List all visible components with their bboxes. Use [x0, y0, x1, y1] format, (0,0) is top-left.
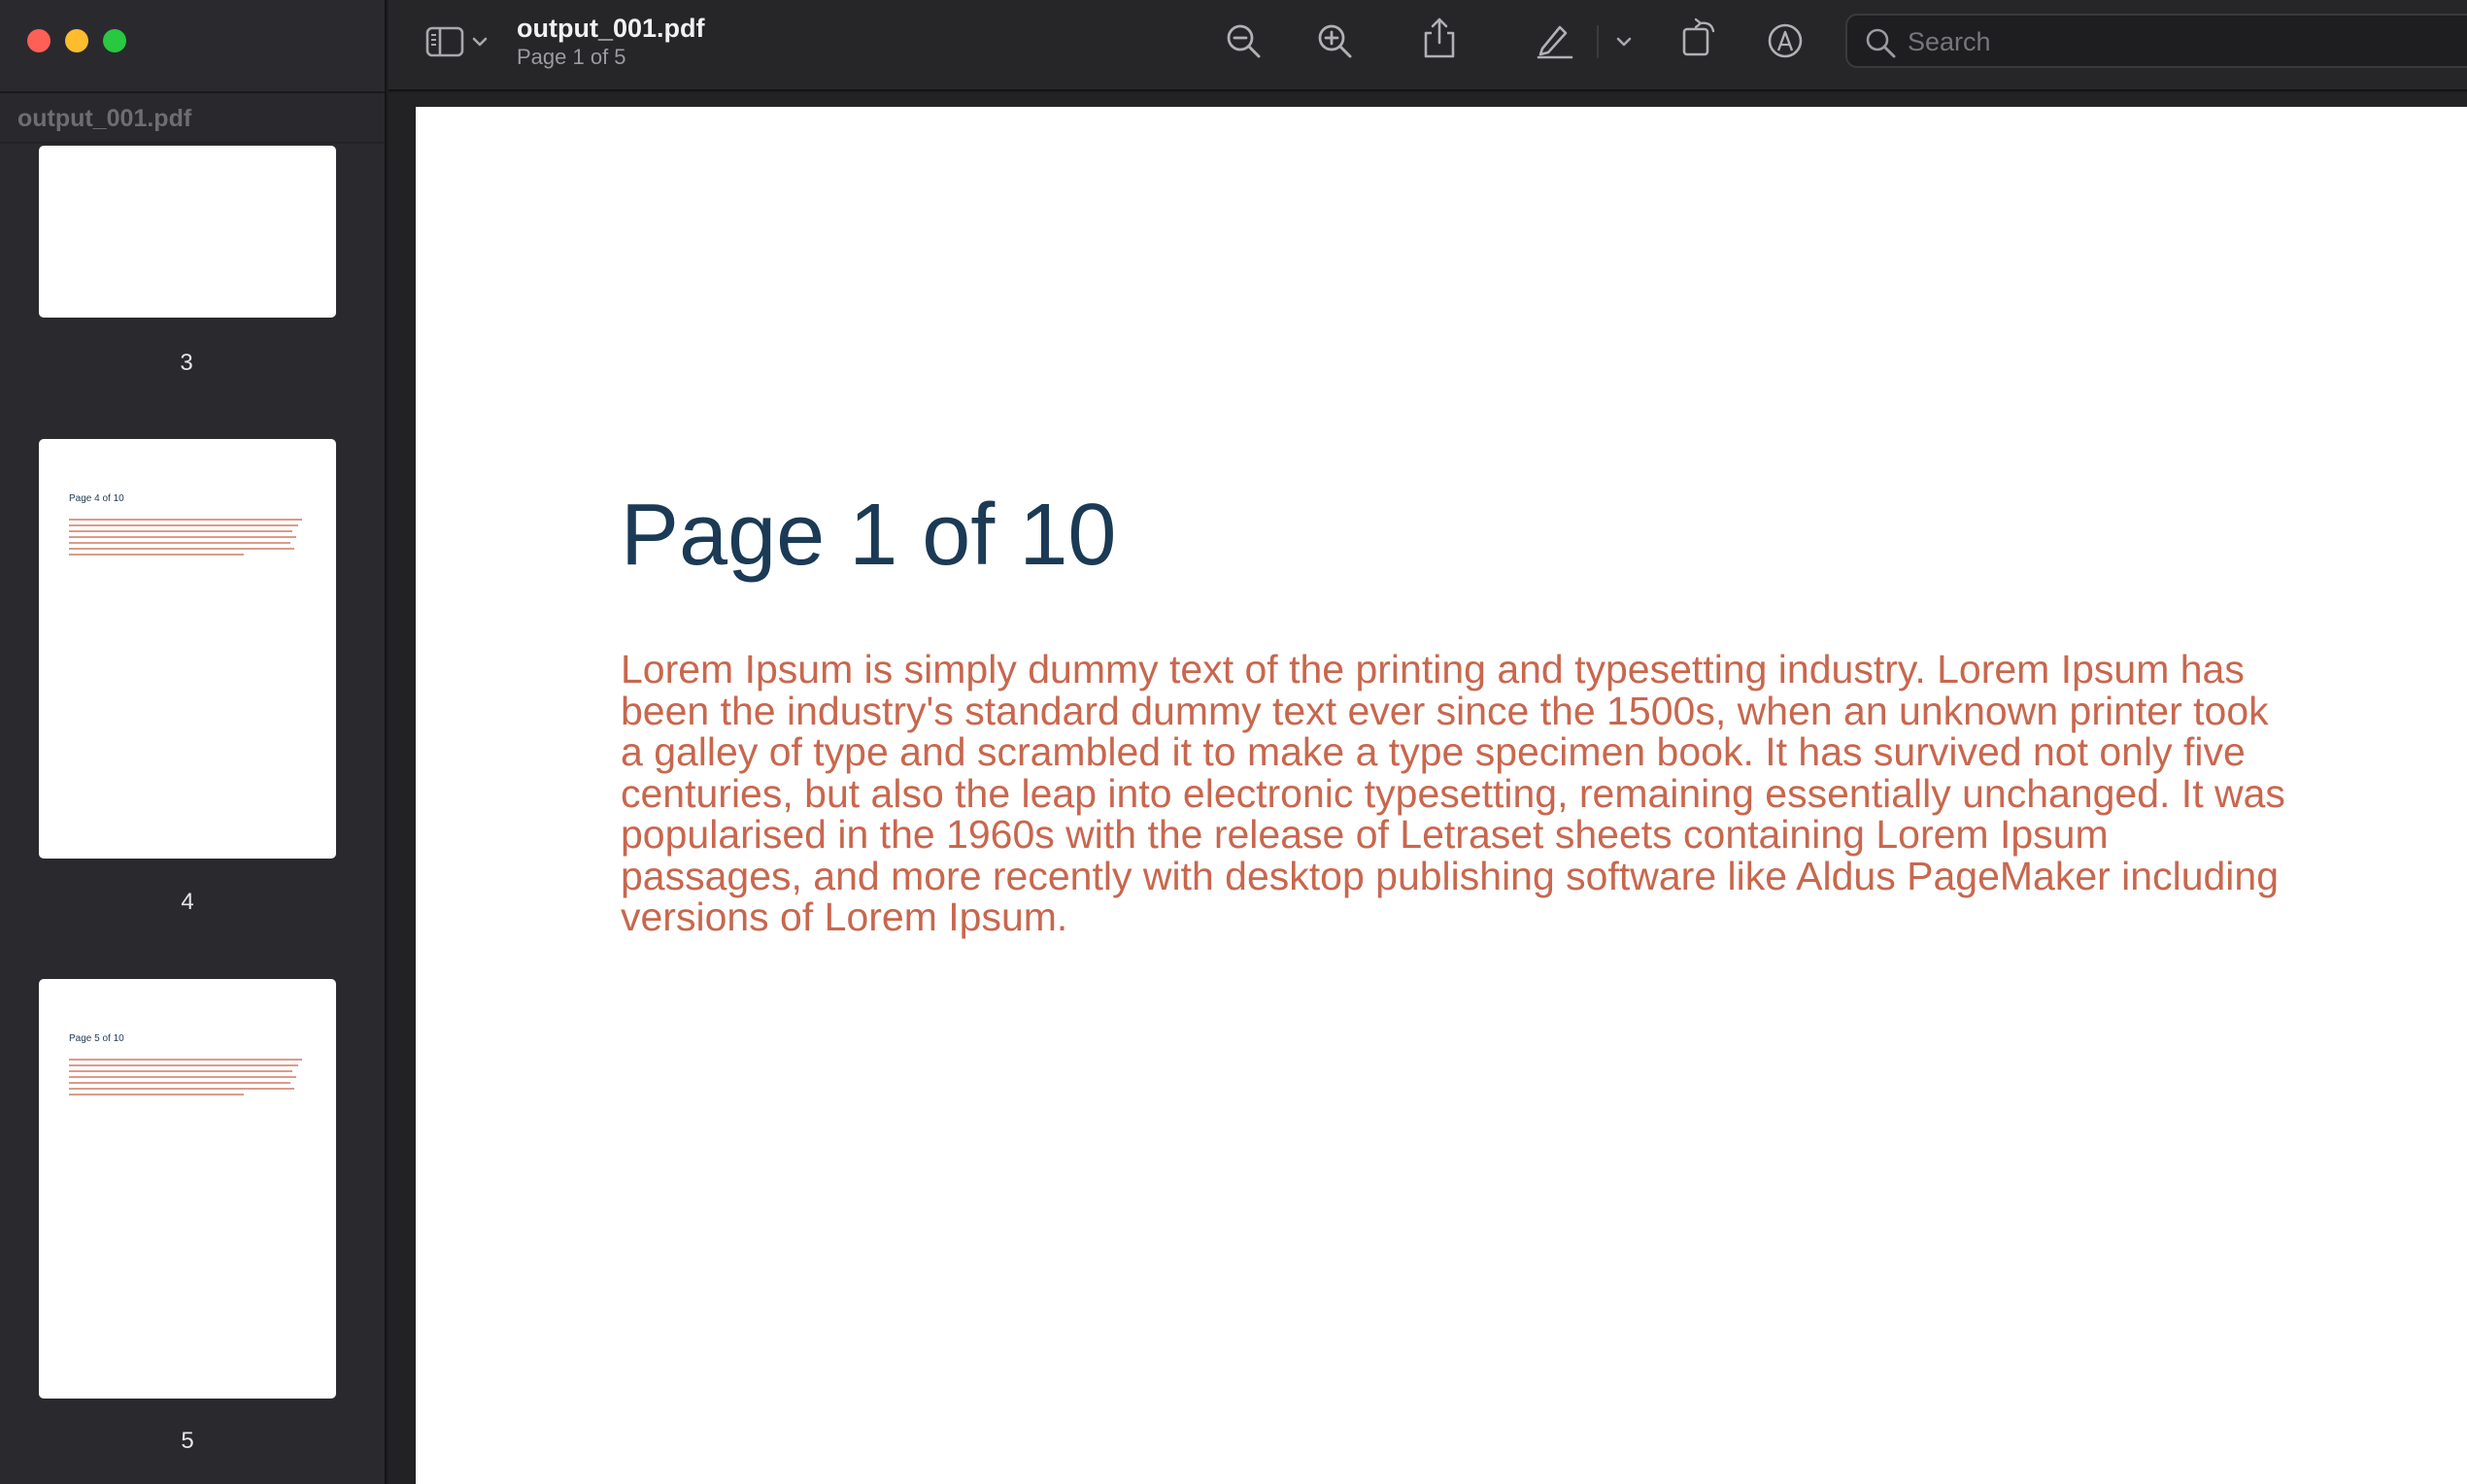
chevron-down-icon[interactable] [1616, 35, 1632, 52]
thumbnail-text-line [69, 548, 294, 550]
search-field[interactable] [1845, 14, 2467, 68]
toolbar-divider [1597, 25, 1599, 58]
thumbnail-sidebar [0, 0, 387, 1484]
window-controls [27, 29, 126, 52]
thumbnail-text-line [69, 1088, 294, 1090]
thumbnail-text-line [69, 1082, 290, 1084]
share-icon[interactable] [1422, 16, 1457, 65]
chevron-down-icon[interactable] [472, 35, 488, 52]
thumbnail-text-line [69, 1076, 296, 1078]
sidebar-toggle-icon[interactable] [425, 25, 464, 63]
search-input[interactable] [1908, 23, 2451, 60]
zoom-window-button[interactable] [103, 29, 126, 52]
close-window-button[interactable] [27, 29, 51, 52]
pdf-page [416, 107, 2467, 1484]
toolbar [389, 0, 2467, 91]
page-thumbnail-4[interactable] [39, 439, 336, 859]
rotate-icon[interactable] [1680, 16, 1719, 63]
thumbnail-text-line [69, 530, 292, 532]
thumbnail-text-line [69, 542, 290, 544]
zoom-out-icon[interactable] [1224, 21, 1263, 65]
markup-icon[interactable] [1766, 21, 1805, 65]
sidebar-header [0, 91, 385, 144]
page-heading: Page 1 of 10 [621, 487, 1117, 584]
thumbnail-text-line [69, 524, 298, 526]
thumbnail-text-line [69, 554, 244, 556]
thumbnail-page-number: 3 [180, 350, 193, 376]
zoom-in-icon[interactable] [1315, 21, 1354, 65]
thumbnail-text-line [69, 1064, 298, 1066]
page-thumbnail-5[interactable] [39, 979, 336, 1399]
page-body-text: Lorem Ipsum is simply dummy text of the printing and typesetting industry. Lorem Ipsum has been the industry's standard dummy text ever since the 1500s, when an unknown printer took a galley of type and scrambled it to make a type specimen book. It has survived not only five centuries, but also the leap into electronic typesetting, remaining essentially unchanged. It was popularised in the 1960s with the release of Letraset sheets containing Lorem Ipsum passages, and more recently with desktop publishing software like Aldus PageMaker including versions of Lorem Ipsum. [621, 647, 2285, 939]
thumbnail-text-line [69, 536, 296, 538]
thumbnail-title: Page 4 of 10 [69, 493, 124, 504]
document-title: output_001.pdf [517, 14, 705, 43]
thumbnail-text-line [69, 1094, 244, 1096]
highlight-pen-icon[interactable] [1535, 19, 1575, 65]
thumbnail-page-number: 4 [181, 889, 194, 915]
thumbnail-text-line [69, 519, 302, 521]
thumbnail-title: Page 5 of 10 [69, 1033, 124, 1044]
minimize-window-button[interactable] [65, 29, 88, 52]
page-thumbnail-3[interactable] [39, 146, 336, 318]
sidebar-title: output_001.pdf [17, 105, 192, 132]
document-viewer[interactable] [389, 93, 2467, 1484]
thumbnail-page-number: 5 [181, 1428, 194, 1454]
thumbnail-text-line [69, 1070, 292, 1072]
search-icon [1863, 25, 1898, 65]
document-page-indicator: Page 1 of 5 [517, 45, 626, 69]
thumbnail-text-line [69, 1059, 302, 1061]
